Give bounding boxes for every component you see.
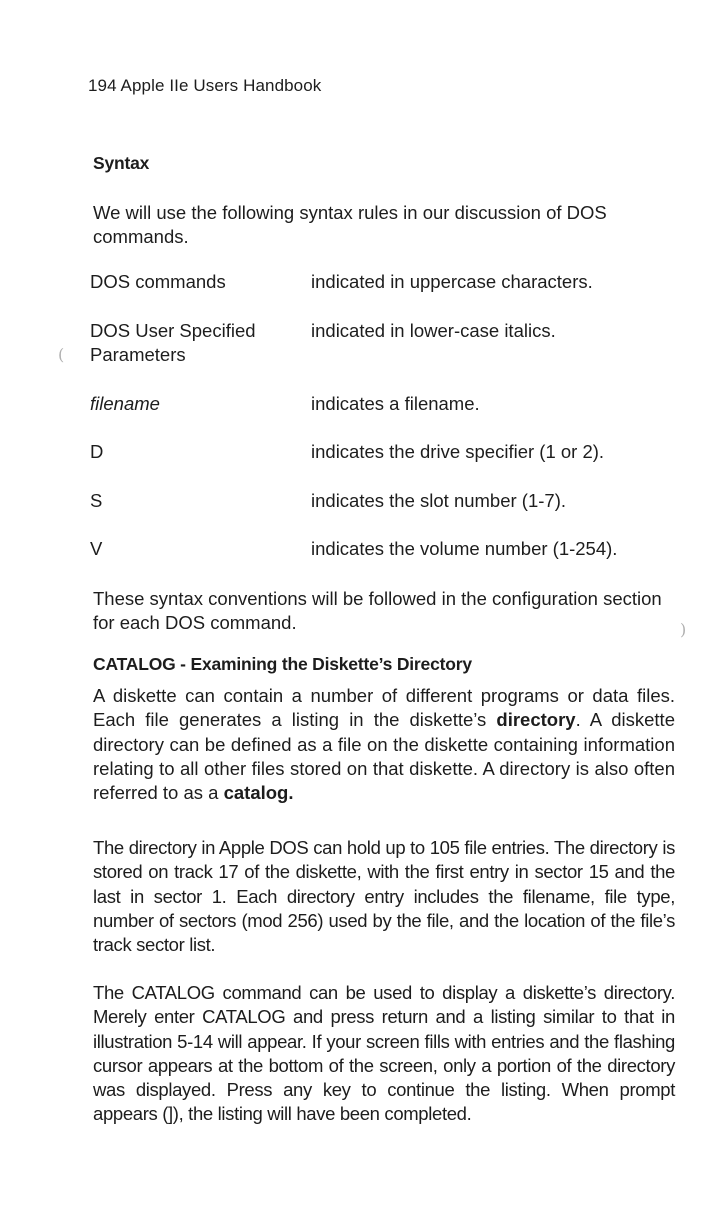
rule-term: DOS commands — [90, 271, 226, 292]
term-catalog: catalog. — [223, 782, 294, 804]
catalog-heading: CATALOG - Examining the Diskette’s Directory — [93, 654, 472, 674]
rule-term: V — [90, 538, 103, 559]
catalog-paragraph-1 — [93, 684, 675, 805]
running-head: 194 Apple IIe Users Handbook — [88, 76, 322, 95]
rule-term: D — [90, 441, 104, 462]
rule-description: indicated in uppercase characters. — [311, 271, 593, 292]
rule-description: indicates the slot number (1-7). — [311, 490, 567, 511]
catalog-p1-text: . A diskette directory can be defined as a file on the diskette containing information relating to all other files stored on that diskette. A directory is also often referred to as a — [93, 709, 675, 804]
syntax-intro: We will use the following syntax rules in our discussion of DOS commands. — [93, 202, 607, 248]
rule-description: indicates a filename. — [311, 393, 480, 414]
rule-description: indicates the volume number (1-254). — [311, 538, 618, 559]
rule-description: indicates the drive specifier (1 or 2). — [311, 441, 605, 462]
rule-term: DOS User Specified Parameters — [90, 320, 256, 366]
scan-mark: ) — [680, 620, 687, 639]
rule-term: S — [90, 490, 103, 511]
term-directory: directory — [496, 709, 576, 731]
syntax-closing: These syntax conventions will be followed in the configuration section for each DOS command. — [93, 588, 662, 634]
catalog-paragraph-2: The directory in Apple DOS can hold up to 105 file entries. The directory is stored on track 17 of the diskette, with the first entry in sector 15 and the last in sector 1. Each directory entry includes the filename, file type, number of sectors (mod 256) used by the file, and the location of the file’s track sector list. — [93, 837, 675, 956]
scan-mark: ( — [58, 345, 65, 364]
rule-description: indicated in lower-case italics. — [311, 320, 556, 341]
rule-term: filename — [90, 393, 160, 414]
catalog-paragraph-3: The CATALOG command can be used to display a diskette’s directory. Merely enter CATALOG and press return and a listing similar to that in illustration 5-14 will appear. If your screen fills with entries and the flashing cursor appears at the bottom of the screen, only a portion of the directory was displayed. Press any key to continue the listing. When prompt appears (]), the listing will have been completed. — [93, 982, 675, 1125]
catalog-p1-text: A diskette can contain a number of different programs or data files. Each file generates a listing in the diskette’s — [93, 685, 675, 731]
syntax-heading: Syntax — [93, 153, 150, 173]
